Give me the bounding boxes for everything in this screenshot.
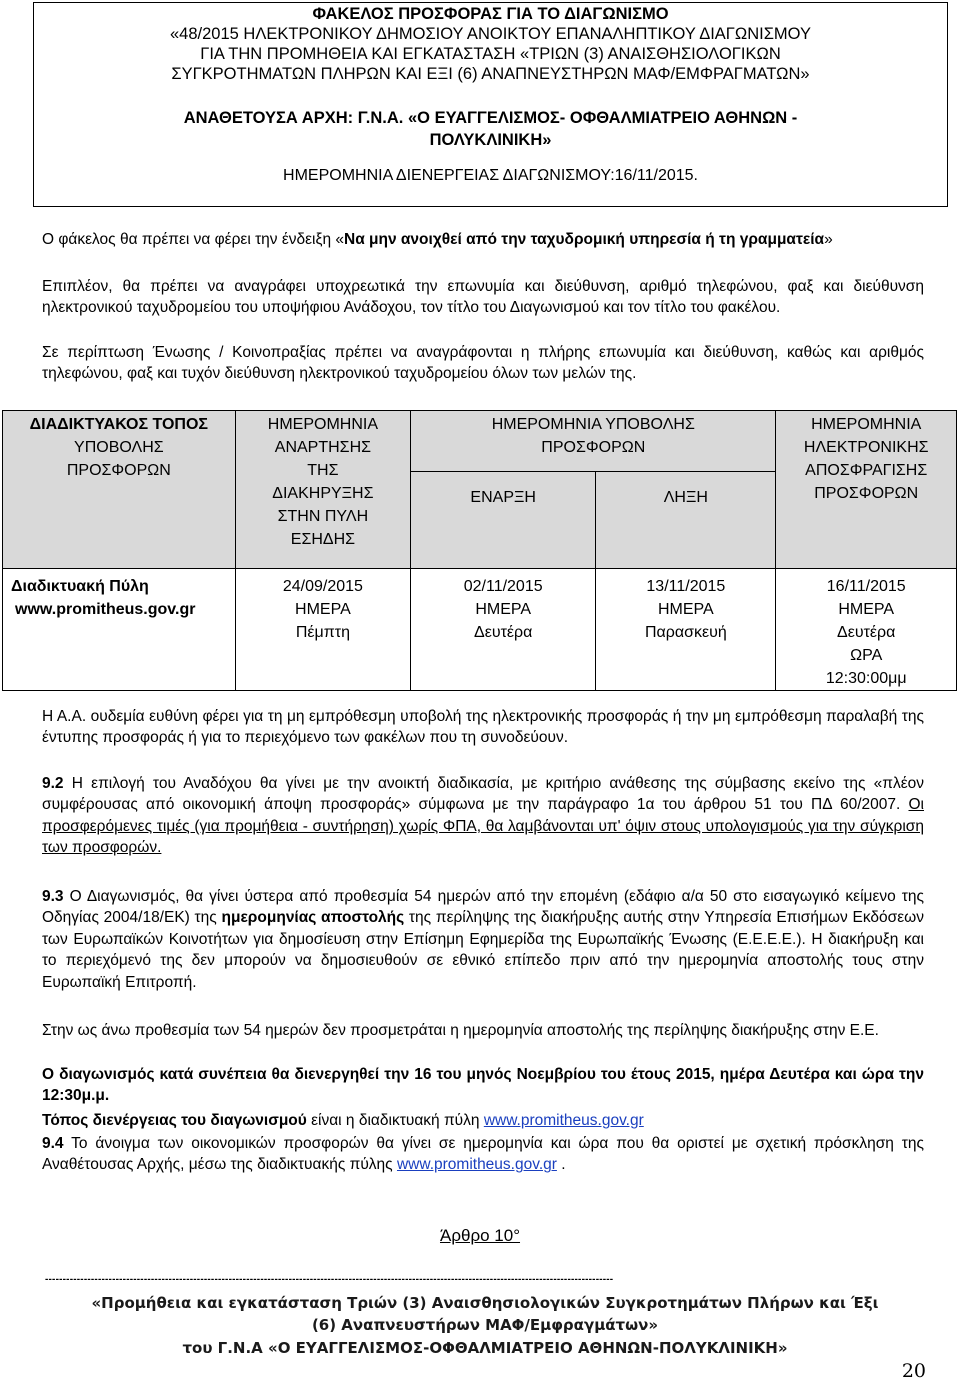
paragraph: Η Α.Α. ουδεμία ευθύνη φέρει για τη μη εμπρόθεσμη υποβολή της ηλεκτρονικής προσφοράς ή την μη εμπρόθεσμη παραλαβή της έντυπης προσφοράς ή για το περιεχόμενο των φακέλων που τη συνοδεύουν. [42, 708, 924, 747]
paragraph: Στην ως άνω προθεσμία των 54 ημερών δεν προσμετράται η ημερομηνία αποστολής της περίληψης διακήρυξης στην Ε.Ε. [42, 1022, 879, 1039]
footer-line: «Προμήθεια και εγκατάσταση Τριών (3) Αναισθησιολογικών Συγκροτημάτων Πλήρων και Έξι [91, 1294, 879, 1312]
cell-line: 12:30:00μμ [825, 670, 907, 687]
envelope-label-paragraph [42, 229, 924, 250]
section-number: 9.3 [42, 888, 64, 905]
portal-cell [3, 569, 236, 691]
header-line: ΤΗΣ [307, 462, 339, 479]
tender-line: ΣΥΓΚΡΟΤΗΜΑΤΩΝ ΠΛΗΡΩΝ ΚΑΙ ΕΞΙ (6) ΑΝΑΠΝΕΥΣΤΗΡΩΝ ΜΑΦ/ΕΜΦΡΑΓΜΑΤΩΝ» [171, 65, 810, 83]
page-number: 20 [901, 1360, 926, 1382]
footer-line: (6) Αναπνευστήρων ΜΑΦ/Εμφραγμάτων» [311, 1316, 659, 1334]
text-span: της περίληψης της διακήρυξης αυτής στην Υπηρεσία Επισήμων Εκδόσεων των Ευρωπαϊκών Κοινοτήτων για δημοσίευση στην Επίσημη Εφημερίδα της Ευρωπαϊκής Ένωσης (Ε.Ε.Ε.Ε.). Η διακήρυξη και το περιεχόμενό της δεν μπορούν να δημοσιευθούν σε εθνικό επίπεδο πριν από την ημερομηνία αποστολής τους στην Ευρωπαϊκή Επιτροπή. [42, 909, 924, 991]
cell-line: Διαδικτυακή Πύλη [11, 578, 149, 595]
article-heading [0, 1226, 960, 1246]
cell-line: Παρασκευή [644, 624, 727, 641]
tender-date-line: ΗΜΕΡΟΜΗΝΙΑ ΔΙΕΝΕΡΓΕΙΑΣ ΔΙΑΓΩΝΙΣΜΟΥ:16/11/2015. [283, 167, 698, 184]
bold-text: Να μην ανοιχθεί από την ταχυδρομική υπηρεσία ή τη γραμματεία [344, 231, 825, 248]
header-line: ΠΡΟΣΦΟΡΩΝ [814, 485, 919, 502]
cell-line: ΗΜΕΡΑ [838, 601, 895, 618]
paragraph: Επιπλέον, θα πρέπει να αναγράφει υποχρεωτικά την επωνυμία και διεύθυνση, αριθμό τηλεφώνου, φαξ και διεύθυνση ηλεκτρονικού ταχυδρομείου του υποψήφιου Ανάδοχου, τον τίτλο του Διαγωνισμού και τον τίτλο του φακέλου. [42, 278, 924, 317]
article-title: Άρθρο 10° [439, 1226, 521, 1245]
header-start: ΕΝΑΡΞΗ [411, 472, 596, 569]
paragraph-9-3 [42, 886, 924, 993]
underlined-text: Οι προσφερόμενες τιμές (για προμήθεια - συντήρηση) χωρίς ΦΠΑ, θα λαμβάνονται υπ' όψιν στους υπολογισμούς για την σύγκριση των προσφορών. [42, 796, 924, 857]
cell-line: ΩΡΑ [850, 647, 883, 664]
header-line: ΑΝΑΡΤΗΣΗΣ [274, 439, 372, 456]
tender-location-paragraph [42, 1110, 924, 1131]
text-span: Ο Διαγωνισμός, θα γίνει ύστερα από προθεσμία 54 ημερών από την επομένη (εδάφιο α/α 50 στο εισαγωγικό κείμενο της Οδηγίας 2004/18/ΕΚ) της [42, 888, 924, 927]
header-line: ΥΠΟΒΟΛΗΣ [74, 439, 164, 456]
footer-line: του Γ.Ν.Α «Ο ΕΥΑΓΓΕΛΙΣΜΟΣ-ΟΦΘΑΛΜΙΑΤΡΕΙΟ ΑΘΗΝΩΝ-ΠΟΛΥΚΛΙΝΙΚΗ» [182, 1339, 788, 1357]
end-date-cell [596, 569, 776, 691]
header-line: ΠΡΟΣΦΟΡΩΝ [541, 439, 646, 456]
opening-date-cell [776, 569, 957, 691]
text-span: είναι η διαδικτυακή πύλη [306, 1112, 484, 1129]
header-publication-date [235, 411, 410, 569]
cell-line: Δευτέρα [837, 624, 896, 641]
tender-description [34, 24, 947, 84]
header-line: ΣΤΗΝ ΠΥΛΗ [277, 508, 369, 525]
start-date-cell [411, 569, 596, 691]
header-opening-date [776, 411, 957, 569]
text-span: . [556, 1156, 566, 1174]
table-row [3, 569, 957, 691]
cell-line: 16/11/2015 [826, 578, 906, 595]
cell-line: 02/11/2015 [463, 578, 543, 595]
header-line: ΗΜΕΡΟΜΗΝΙΑ [267, 416, 379, 433]
authority-line: ΠΟΛΥΚΛΙΝΙΚΗ» [429, 131, 552, 149]
header-line: ΗΜΕΡΟΜΗΝΙΑ ΥΠΟΒΟΛΗΣ [491, 416, 695, 433]
promitheus-link[interactable]: www.promitheus.gov.gr [396, 1156, 557, 1174]
cell-line: ΗΜΕΡΑ [475, 601, 532, 618]
text-span: » [824, 231, 833, 248]
authority-line: ΑΝΑΘΕΤΟΥΣΑ ΑΡΧΗ: Γ.Ν.Α. «Ο ΕΥΑΓΓΕΛΙΣΜΟΣ- ΟΦΘΑΛΜΙΑΤΡΕΙΟ ΑΘΗΝΩΝ - [183, 109, 798, 127]
header-line: ΕΣΗΔΗΣ [290, 531, 356, 548]
header-submission-date [411, 411, 776, 472]
text-span: Το άνοιγμα των οικονομικών προσφορών θα γίνει σε ημερομηνία και ώρα που θα οριστεί με σχετική πρόσκληση της Αναθέτουσας Αρχής, μέσω της διαδικτυακής πύλης [42, 1135, 924, 1174]
paragraph-9-4 [42, 1133, 924, 1176]
tender-line: ΓΙΑ ΤΗΝ ΠΡΟΜΗΘΕΙΑ ΚΑΙ ΕΓΚΑΤΑΣΤΑΣΗ «ΤΡΙΩΝ (3) ΑΝΑΙΣΘΗΣΙΟΛΟΓΙΚΩΝ [200, 45, 781, 63]
section-number: 9.2 [42, 775, 64, 792]
tender-line: «48/2015 ΗΛΕΚΤΡΟΝΙΚΟΥ ΔΗΜΟΣΙΟΥ ΑΝΟΙΚΤΟΥ ΕΠΑΝΑΛΗΠΤΙΚΟΥ ΔΙΑΓΩΝΙΣΜΟΥ [170, 25, 811, 43]
header-line: ΗΜΕΡΟΜΗΝΙΑ [811, 416, 922, 433]
bold-text: ημερομηνίας αποστολής [221, 909, 405, 927]
tender-date-paragraph: Ο διαγωνισμός κατά συνέπεια θα διενεργηθεί την 16 του μηνός Νοεμβρίου του έτους 2015, ημέρα Δευτέρα και ώρα την 12:30μ.μ. [42, 1066, 924, 1105]
header-end: ΛΗΞΗ [596, 472, 776, 569]
publication-date-cell [235, 569, 410, 691]
header-line: ΔΙΑΚΗΡΥΞΗΣ [272, 485, 374, 502]
paragraph: Σε περίπτωση Ένωσης / Κοινοπραξίας πρέπει να αναγράφονται η πλήρης επωνυμία και διεύθυνση, καθώς και αριθμός τηλεφώνου, φαξ και τυχόν διεύθυνση ηλεκτρονικού ταχυδρομείου όλων των μελών της. [42, 344, 924, 383]
cell-line: ΗΜΕΡΑ [657, 601, 714, 618]
portal-url: www.promitheus.gov.gr [15, 601, 196, 618]
contracting-authority [34, 107, 947, 151]
header-line: ΑΠΟΣΦΡΑΓΙΣΗΣ [805, 462, 928, 479]
section-number: 9.4 [42, 1135, 64, 1152]
header-portal [3, 411, 236, 569]
header-line: ΔΙΑΔΙΚΤΥΑΚΟΣ ΤΟΠΟΣ [29, 416, 209, 433]
text-span: Η επιλογή του Αναδόχου θα γίνει με την ανοικτή διαδικασία, με κριτήριο ανάθεσης της σύμβασης εκείνο της «πλέον συμφέρουσας από οικονομική άποψη προσφοράς» σύμφωνα με την παράγραφο 1α του άρθρου 51 του ΠΔ 60/2007. [42, 775, 924, 814]
paragraph-9-2 [42, 773, 924, 859]
header-line: ΠΡΟΣΦΟΡΩΝ [66, 462, 171, 479]
envelope-title: ΦΑΚΕΛΟΣ ΠΡΟΣΦΟΡΑΣ ΓΙΑ ΤΟ ΔΙΑΓΩΝΙΣΜΟ [312, 5, 669, 23]
header-line: ΗΛΕΚΤΡΟΝΙΚΗΣ [803, 439, 929, 456]
cell-line: 13/11/2015 [646, 578, 726, 595]
tender-envelope-header [33, 2, 948, 207]
cell-line: Πέμπτη [295, 624, 350, 641]
promitheus-link[interactable]: www.promitheus.gov.gr [483, 1112, 644, 1129]
bold-text: Τόπος διενέργειας του διαγωνισμού [42, 1112, 307, 1129]
table-header-row [3, 411, 957, 472]
text-span: Ο φάκελος θα πρέπει να φέρει την ένδειξη « [42, 231, 344, 248]
cell-line: 24/09/2015 [282, 578, 363, 595]
submission-dates-table [2, 410, 957, 691]
footer-divider: ----------------------------------------------------------------------------------------------------------------------------------------------------------------- [45, 1274, 614, 1285]
cell-line: Δευτέρα [474, 624, 533, 641]
cell-line: ΗΜΕΡΑ [295, 601, 351, 618]
